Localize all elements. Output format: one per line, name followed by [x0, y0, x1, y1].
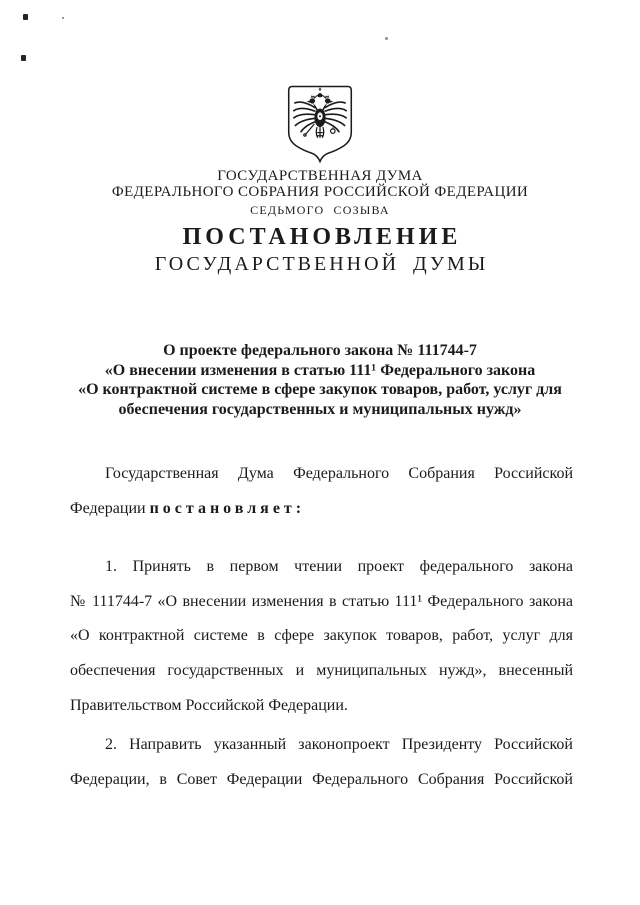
- letterhead-emblem: [0, 0, 640, 165]
- document-type-heading: ПОСТАНОВЛЕНИЕ: [182, 224, 462, 250]
- body-line: № 111744-7 «О внесении изменения в статью 111¹ Федерального закона: [70, 592, 573, 610]
- decree-word: постановляет:: [149, 499, 306, 517]
- preamble-paragraph: [70, 457, 573, 526]
- body-line: Федерации, в Совет Федерации Федерального Собрания Российской: [70, 770, 573, 788]
- title-line: «О внесении изменения в статью 111¹ Федерального закона: [104, 361, 536, 379]
- body-line: Правительством Российской Федерации.: [70, 696, 348, 714]
- scan-artifact: [21, 55, 26, 61]
- body-line: 1. Принять в первом чтении проект федерального закона: [105, 558, 573, 576]
- body-line: Государственная Дума Федерального Собрания Российской: [105, 465, 573, 482]
- org-name-line-1: ГОСУДАРСТВЕННАЯ ДУМА: [217, 168, 423, 184]
- title-line: О проекте федерального закона № 111744-7: [163, 342, 477, 359]
- document-issuer-heading: ГОСУДАРСТВЕННОЙ ДУМЫ: [154, 253, 489, 275]
- body-line: «О контрактной системе в сфере закупок товаров, работ, услуг для: [70, 627, 573, 645]
- body-line: 2. Направить указанный законопроект Президенту Российской: [105, 736, 573, 754]
- body-line: [70, 492, 573, 527]
- title-line: «О контрактной системе в сфере закупок товаров, работ, услуг для: [78, 381, 562, 398]
- preamble-prefix: Федерации: [70, 499, 150, 517]
- document-title: [0, 341, 640, 419]
- title-line: обеспечения государственных и муниципальных нужд»: [118, 400, 522, 418]
- scan-artifact: [385, 37, 388, 40]
- resolution-item-2: [70, 728, 573, 797]
- coat-of-arms-icon: [287, 85, 353, 165]
- scan-artifact: [23, 14, 28, 20]
- scan-artifact: [62, 17, 64, 19]
- body-line: обеспечения государственных и муниципальных нужд», внесенный: [70, 661, 573, 679]
- org-name-line-2: ФЕДЕРАЛЬНОГО СОБРАНИЯ РОССИЙСКОЙ ФЕДЕРАЦИИ: [111, 184, 529, 200]
- convocation-line: СЕДЬМОГО СОЗЫВА: [250, 203, 390, 217]
- document-body: [0, 457, 640, 797]
- resolution-item-1: [70, 550, 573, 723]
